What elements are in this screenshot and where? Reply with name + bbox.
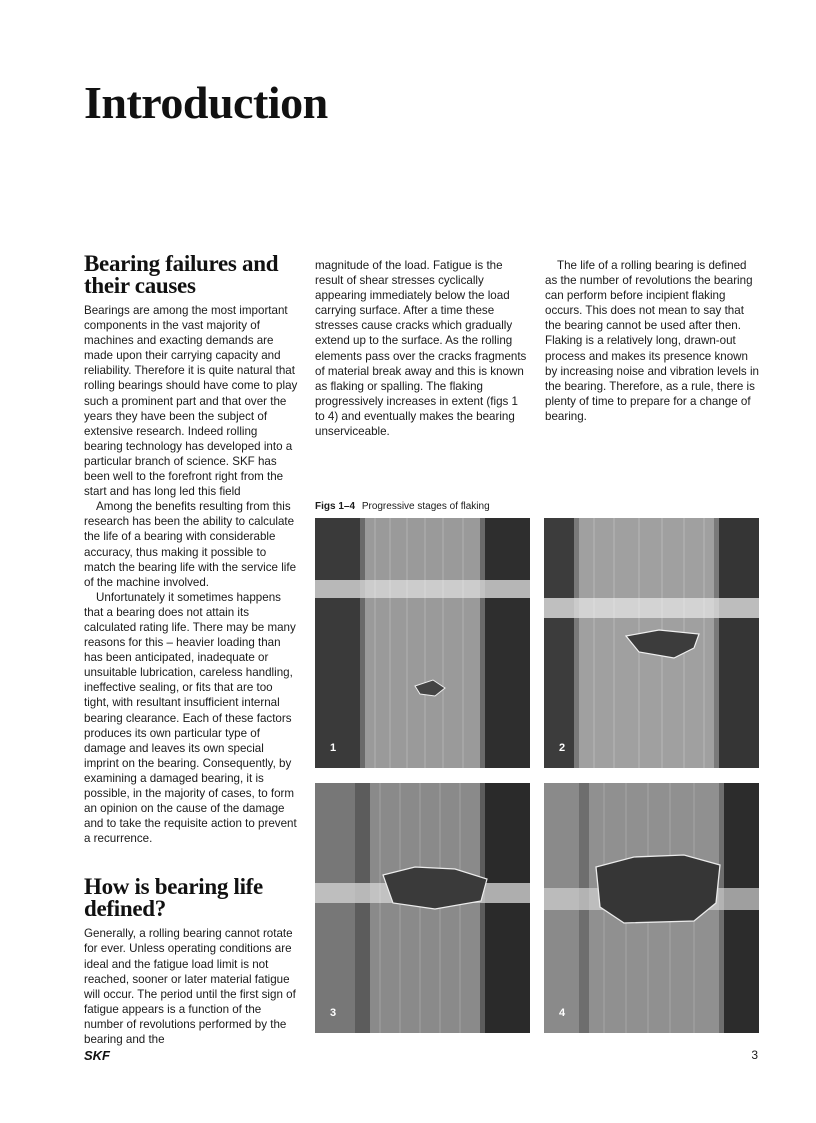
- column-3: [545, 258, 760, 424]
- body-paragraph: Unfortunately it sometimes happens that a bearing does not attain its calculated rating life. There may be many reasons for this – heavier loading than has been anticipated, inadequate or unsuitable lubrication, careless handling, ineffective sealing, or fits that are too tight, with resultant insufficient internal bearing clearance. Each of these factors produces its own particular type of damage and leaves its own special imprint on the bearing. Consequently, by examining a damaged bearing, it is possible, in the majority of cases, to form an opinion on the cause of the damage and to take the requisite action to prevent a recurrence.: [84, 590, 297, 846]
- photo-number: 2: [559, 742, 566, 754]
- column-2: [315, 258, 530, 439]
- body-paragraph: Bearings are among the most important components in the vast majority of machines and exacting demands are made upon their carrying capacity and reliability. Therefore it is quite natural that rolling bearings should have come to play such a prominent part and that over the years they have been the subject of extensive research. Indeed rolling bearing technology has developed into a particular branch of science. SKF has been well to the forefront right from the start and has long led this field: [84, 304, 298, 499]
- body-paragraph: magnitude of the load. Fatigue is the result of shear stresses cyclically appearing immediately below the load carrying surface. After a time these stresses cause cracks which gradually extend up to the surface. As the rolling elements pass over the cracks fragments of material break away and this is known as flaking or spalling. The flaking progressively increases in extent (figs 1 to 4) and eventually makes the bearing unserviceable.: [315, 259, 527, 439]
- figure-label: Figs 1–4: [315, 501, 356, 512]
- figure-caption: [315, 501, 490, 512]
- body-paragraph: Generally, a rolling bearing cannot rotate for ever. Unless operating conditions are ideal and the fatigue load limit is not reached, sooner or later material fatigue will occur. The period until the first sign of fatigue appears is a function of the number of revolutions performed by the bearing and the: [84, 927, 296, 1047]
- photo-number: 4: [559, 1007, 566, 1019]
- section-heading-bearing-failures: [84, 253, 299, 297]
- heading-line: defined?: [84, 896, 166, 922]
- page-title: Introduction: [84, 77, 328, 128]
- photo-number: 1: [330, 742, 337, 754]
- flaking-photo-4-image: [544, 783, 759, 1033]
- body-paragraph: Among the benefits resulting from this research has been the ability to calculate the life of a bearing with considerable accuracy, thus making it possible to match the bearing life with the service life of the machine involved.: [84, 500, 297, 589]
- figure-caption-text: Progressive stages of flaking: [361, 501, 490, 512]
- heading-line: their causes: [84, 273, 196, 298]
- flaking-photo-3-image: [315, 783, 530, 1033]
- heading-line: How is bearing life: [84, 874, 263, 900]
- flaking-photo-2: [544, 518, 759, 768]
- column-1: [84, 253, 299, 1047]
- flaking-photo-3: [315, 783, 530, 1033]
- flaking-photo-2-image: [544, 518, 759, 768]
- flaking-photo-1: [315, 518, 530, 768]
- body-paragraph: The life of a rolling bearing is defined as the number of revolutions the bearing can perform before incipient flaking occurs. This does not mean to say that the bearing cannot be used after then. Flaking is a relatively long, drawn-out process and makes its presence known by increasing noise and vibration levels in the bearing. Therefore, as a rule, there is plenty of time to prepare for a change of bearing.: [545, 259, 759, 423]
- svg-text:SKF: SKF: [84, 1048, 110, 1062]
- section-heading-bearing-life: [84, 876, 299, 920]
- skf-logo: [84, 1048, 124, 1062]
- heading-line: Bearing failures and: [84, 251, 279, 276]
- skf-logo-icon: [84, 1048, 124, 1062]
- flaking-photo-1-image: [315, 518, 530, 768]
- page-number: 3: [751, 1048, 758, 1062]
- photo-number: 3: [330, 1007, 337, 1019]
- flaking-photo-4: [544, 783, 759, 1033]
